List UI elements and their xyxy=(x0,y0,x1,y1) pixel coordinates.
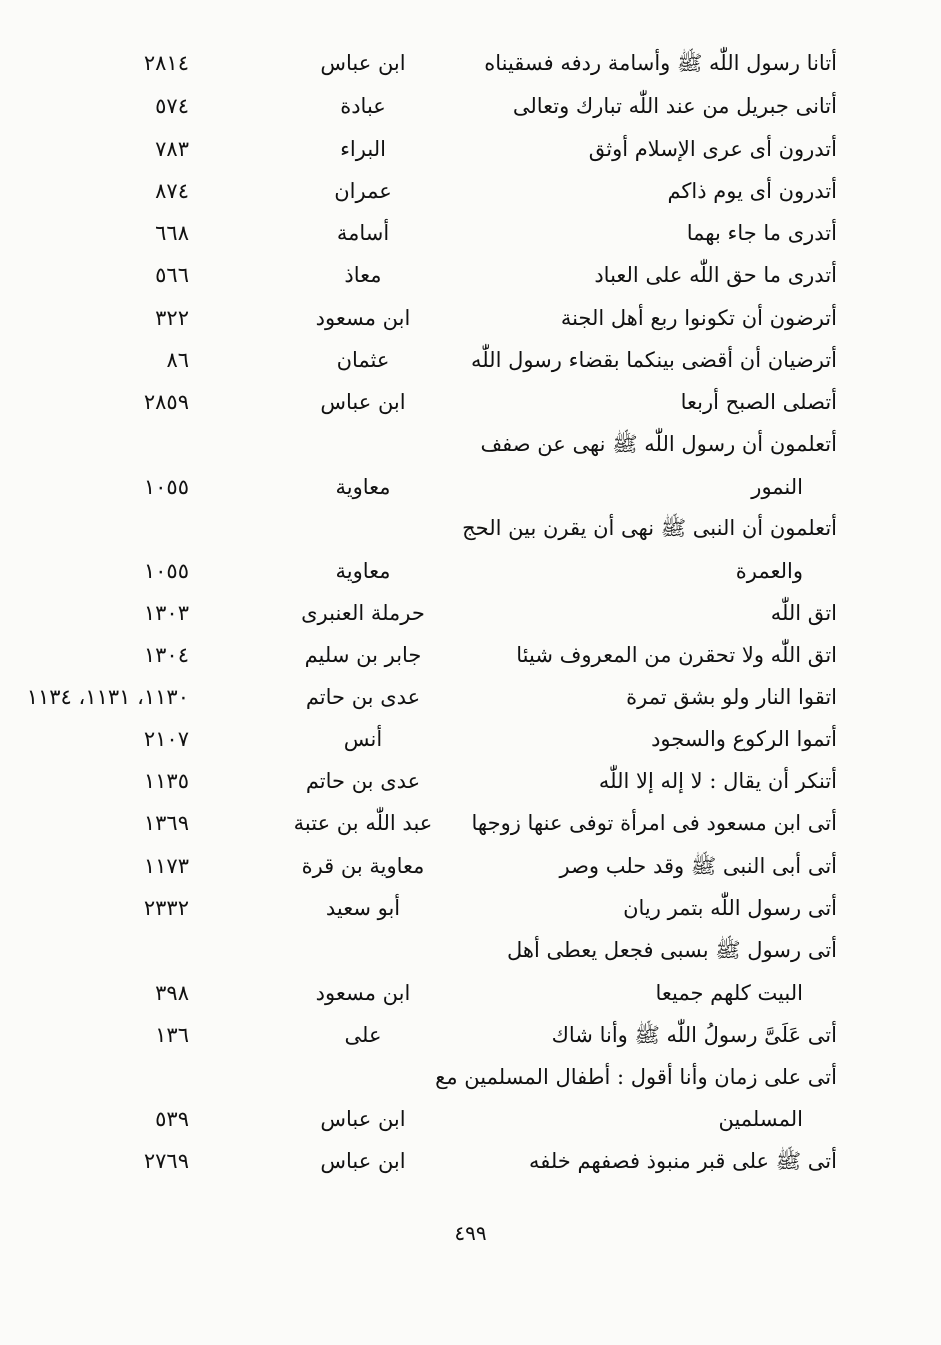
narrator-name: أسامة xyxy=(336,221,390,245)
narrator-name: ابن مسعود xyxy=(315,981,411,1005)
hadith-incipit: أتى رسول اللّٰه بتمر ريان xyxy=(623,896,837,920)
hadith-number: ٢٧٦٩ xyxy=(143,1149,189,1173)
hadith-incipit-continuation: والعمرة xyxy=(735,559,803,583)
hadith-incipit: أتى أبى النبى ﷺ وقد حلب وصر xyxy=(559,854,837,878)
hadith-number: ١٠٥٥ xyxy=(143,559,189,583)
hadith-number: ١٣٠٣ xyxy=(143,601,189,625)
index-entry xyxy=(0,1056,941,1098)
hadith-incipit: أتى على زمان وأنا أقول : أطفال المسلمين مع xyxy=(435,1065,837,1089)
narrator-name: ابن عباس xyxy=(320,1149,406,1173)
narrator-name: عبادة xyxy=(340,94,386,118)
index-entry-continuation xyxy=(0,550,941,592)
index-entry xyxy=(0,718,941,760)
narrator-name: عدى بن حاتم xyxy=(305,685,421,709)
narrator-name: أنس xyxy=(343,727,383,751)
hadith-incipit: أتعلمون أن النبى ﷺ نهى أن يقرن بين الحج xyxy=(462,516,837,540)
narrator-name: معاوية بن قرة xyxy=(301,854,425,878)
hadith-incipit-continuation: البيت كلهم جميعا xyxy=(655,981,803,1005)
hadith-number: ٥٧٤ xyxy=(155,94,189,118)
narrator-name: أبو سعيد xyxy=(325,896,401,920)
narrator-name: عثمان xyxy=(336,348,390,372)
hadith-incipit: أتدرون أى عرى الإسلام أوثق xyxy=(588,137,837,161)
index-entry xyxy=(0,634,941,676)
narrator-name: ابن عباس xyxy=(320,51,406,75)
narrator-name: معاوية xyxy=(335,559,391,583)
hadith-incipit: أتدرى ما جاء بهما xyxy=(686,221,837,245)
index-entry-continuation xyxy=(0,466,941,508)
hadith-incipit: أتعلمون أن رسول اللّٰه ﷺ نهى عن صفف xyxy=(480,432,837,456)
hadith-number: ١١٣٥ xyxy=(143,769,189,793)
hadith-incipit: أتى رسول ﷺ بسبى فجعل يعطى أهل xyxy=(506,938,837,962)
hadith-number: ٥٣٩ xyxy=(155,1107,189,1131)
hadith-incipit: أتنكر أن يقال : لا إله إلا اللّٰه xyxy=(598,769,837,793)
narrator-name: عبد اللّٰه بن عتبة xyxy=(293,811,433,835)
hadith-incipit: اتق اللّٰه ولا تحقرن من المعروف شيئا xyxy=(516,643,837,667)
hadith-incipit-continuation: النمور xyxy=(751,475,803,499)
narrator-name: ابن مسعود xyxy=(315,306,411,330)
index-entry xyxy=(0,507,941,549)
index-entry xyxy=(0,802,941,844)
hadith-number: ٧٨٣ xyxy=(155,137,189,161)
hadith-number: ٦٦٨ xyxy=(155,221,189,245)
narrator-name: البراء xyxy=(340,137,386,161)
hadith-number: ١١٣٠، ١١٣١، ١١٣٤ xyxy=(26,685,189,709)
hadith-number: ٢١٠٧ xyxy=(143,727,189,751)
hadith-number: ١٣٦٩ xyxy=(143,811,189,835)
hadith-incipit: أتانا رسول اللّٰه ﷺ وأسامة ردفه فسقيناه xyxy=(484,51,837,75)
hadith-number: ٨٧٤ xyxy=(155,179,189,203)
index-entry xyxy=(0,85,941,127)
hadith-number: ٣٩٨ xyxy=(155,981,189,1005)
narrator-name: على xyxy=(344,1023,382,1047)
index-entry xyxy=(0,887,941,929)
index-entry xyxy=(0,592,941,634)
index-entry-continuation xyxy=(0,1098,941,1140)
hadith-incipit: أتى عَلَىَّ رسولُ اللّٰه ﷺ وأنا شاك xyxy=(551,1023,837,1047)
narrator-name: عمران xyxy=(334,179,392,203)
hadith-incipit: أتانى جبريل من عند اللّٰه تبارك وتعالى xyxy=(512,94,837,118)
hadith-number: ٢٣٣٢ xyxy=(143,896,189,920)
hadith-number: ٨٦ xyxy=(166,348,189,372)
hadith-number: ٢٨٥٩ xyxy=(143,390,189,414)
hadith-number: ١٣٠٤ xyxy=(143,643,189,667)
hadith-incipit: أتصلى الصبح أربعا xyxy=(680,390,837,414)
hadith-number: ١٠٥٥ xyxy=(143,475,189,499)
hadith-incipit: أترضيان أن أقضى بينكما بقضاء رسول اللّٰه xyxy=(470,348,837,372)
narrator-name: عدى بن حاتم xyxy=(305,769,421,793)
narrator-name: جابر بن سليم xyxy=(304,643,422,667)
index-entry xyxy=(0,845,941,887)
hadith-incipit: أتموا الركوع والسجود xyxy=(651,727,837,751)
hadith-incipit: أتدرى ما حق اللّٰه على العباد xyxy=(594,263,837,287)
index-entry xyxy=(0,42,941,84)
index-entry-continuation xyxy=(0,972,941,1014)
index-entry xyxy=(0,381,941,423)
narrator-name: معاذ xyxy=(344,263,382,287)
index-entry xyxy=(0,929,941,971)
index-entry xyxy=(0,339,941,381)
narrator-name: حرملة العنبرى xyxy=(301,601,425,625)
index-entry xyxy=(0,297,941,339)
hadith-number: ٥٦٦ xyxy=(155,263,189,287)
index-entry xyxy=(0,1140,941,1182)
hadith-incipit: اتق اللّٰه xyxy=(770,601,837,625)
index-entry xyxy=(0,128,941,170)
index-entry xyxy=(0,423,941,465)
hadith-incipit: اتقوا النار ولو بشق تمرة xyxy=(626,685,837,709)
index-entry xyxy=(0,254,941,296)
hadith-number: ١١٧٣ xyxy=(143,854,189,878)
index-entry xyxy=(0,676,941,718)
hadith-number: ٣٢٢ xyxy=(155,306,189,330)
hadith-number: ٢٨١٤ xyxy=(143,51,189,75)
hadith-number: ١٣٦ xyxy=(155,1023,189,1047)
index-entry xyxy=(0,170,941,212)
page-number: ٤٩٩ xyxy=(454,1221,487,1245)
index-entry xyxy=(0,212,941,254)
hadith-incipit: أتى ﷺ على قبر منبوذ فصفهم خلفه xyxy=(528,1149,837,1173)
narrator-name: ابن عباس xyxy=(320,1107,406,1131)
hadith-incipit: أترضون أن تكونوا ربع أهل الجنة xyxy=(560,306,837,330)
hadith-incipit: أتى ابن مسعود فى امرأة توفى عنها زوجها xyxy=(471,811,837,835)
narrator-name: ابن عباس xyxy=(320,390,406,414)
index-entry xyxy=(0,760,941,802)
hadith-incipit-continuation: المسلمين xyxy=(718,1107,803,1131)
narrator-name: معاوية xyxy=(335,475,391,499)
index-entry xyxy=(0,1014,941,1056)
hadith-incipit: أتدرون أى يوم ذاكم xyxy=(667,179,837,203)
